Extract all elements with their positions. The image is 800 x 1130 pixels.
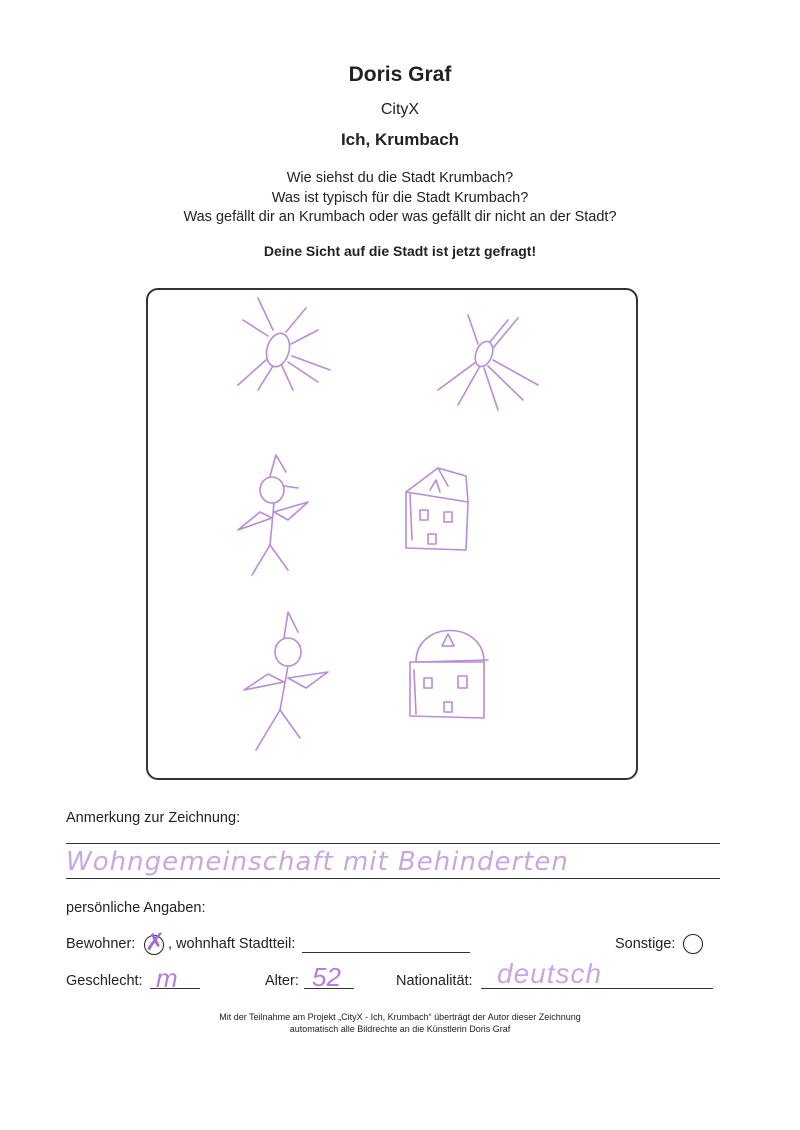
- drawing-frame: [146, 288, 638, 780]
- resident-check-mark: ✗: [145, 929, 166, 956]
- sun-doodle-left: [238, 298, 330, 390]
- flower-doodle-2: [244, 612, 328, 750]
- nationality-field[interactable]: deutsch: [497, 958, 603, 989]
- other-checkbox[interactable]: [683, 934, 703, 954]
- district-field[interactable]: [302, 952, 470, 953]
- flower-doodle-1: [238, 455, 308, 575]
- district-label: , wohnhaft Stadtteil:: [168, 936, 296, 952]
- resident-label: Bewohner:: [66, 936, 136, 952]
- house-doodle-2: [410, 631, 488, 719]
- note-line-2: [66, 878, 720, 879]
- gender-label: Geschlecht:: [66, 973, 143, 989]
- form-title: Ich, Krumbach: [340, 130, 460, 149]
- note-label: Anmerkung zur Zeichnung:: [66, 810, 241, 826]
- artist-name: Doris Graf: [348, 63, 452, 86]
- question-2: Was ist typisch für die Stadt Krumbach?: [271, 190, 529, 206]
- gender-field[interactable]: m: [156, 963, 178, 993]
- personal-info-label: persönliche Angaben:: [66, 900, 206, 916]
- nationality-label: Nationalität:: [396, 973, 473, 989]
- note-handwritten[interactable]: Wohngemeinschaft mit Behinderten: [66, 847, 569, 877]
- child-drawing: [148, 290, 636, 778]
- age-label: Alter:: [265, 973, 299, 989]
- copyright-note-line-1: Mit der Teilnahme am Projekt „CityX - Ich, Krumbach“ überträgt der Autor dieser Zeichnung: [219, 1012, 581, 1022]
- note-line-1: [66, 843, 720, 844]
- question-1: Wie siehst du die Stadt Krumbach?: [286, 170, 514, 186]
- copyright-note-line-2: automatisch alle Bildrechte an die Künstlerin Doris Graf: [289, 1024, 511, 1034]
- house-doodle-1: [406, 468, 468, 550]
- age-field[interactable]: 52: [312, 962, 341, 992]
- question-3: Was gefällt dir an Krumbach oder was gefällt dir nicht an der Stadt?: [183, 209, 617, 225]
- call-to-action: Deine Sicht auf die Stadt ist jetzt gefragt!: [263, 243, 537, 259]
- project-name: CityX: [380, 101, 420, 118]
- other-label: Sonstige:: [615, 936, 676, 952]
- sun-doodle-right: [438, 315, 538, 410]
